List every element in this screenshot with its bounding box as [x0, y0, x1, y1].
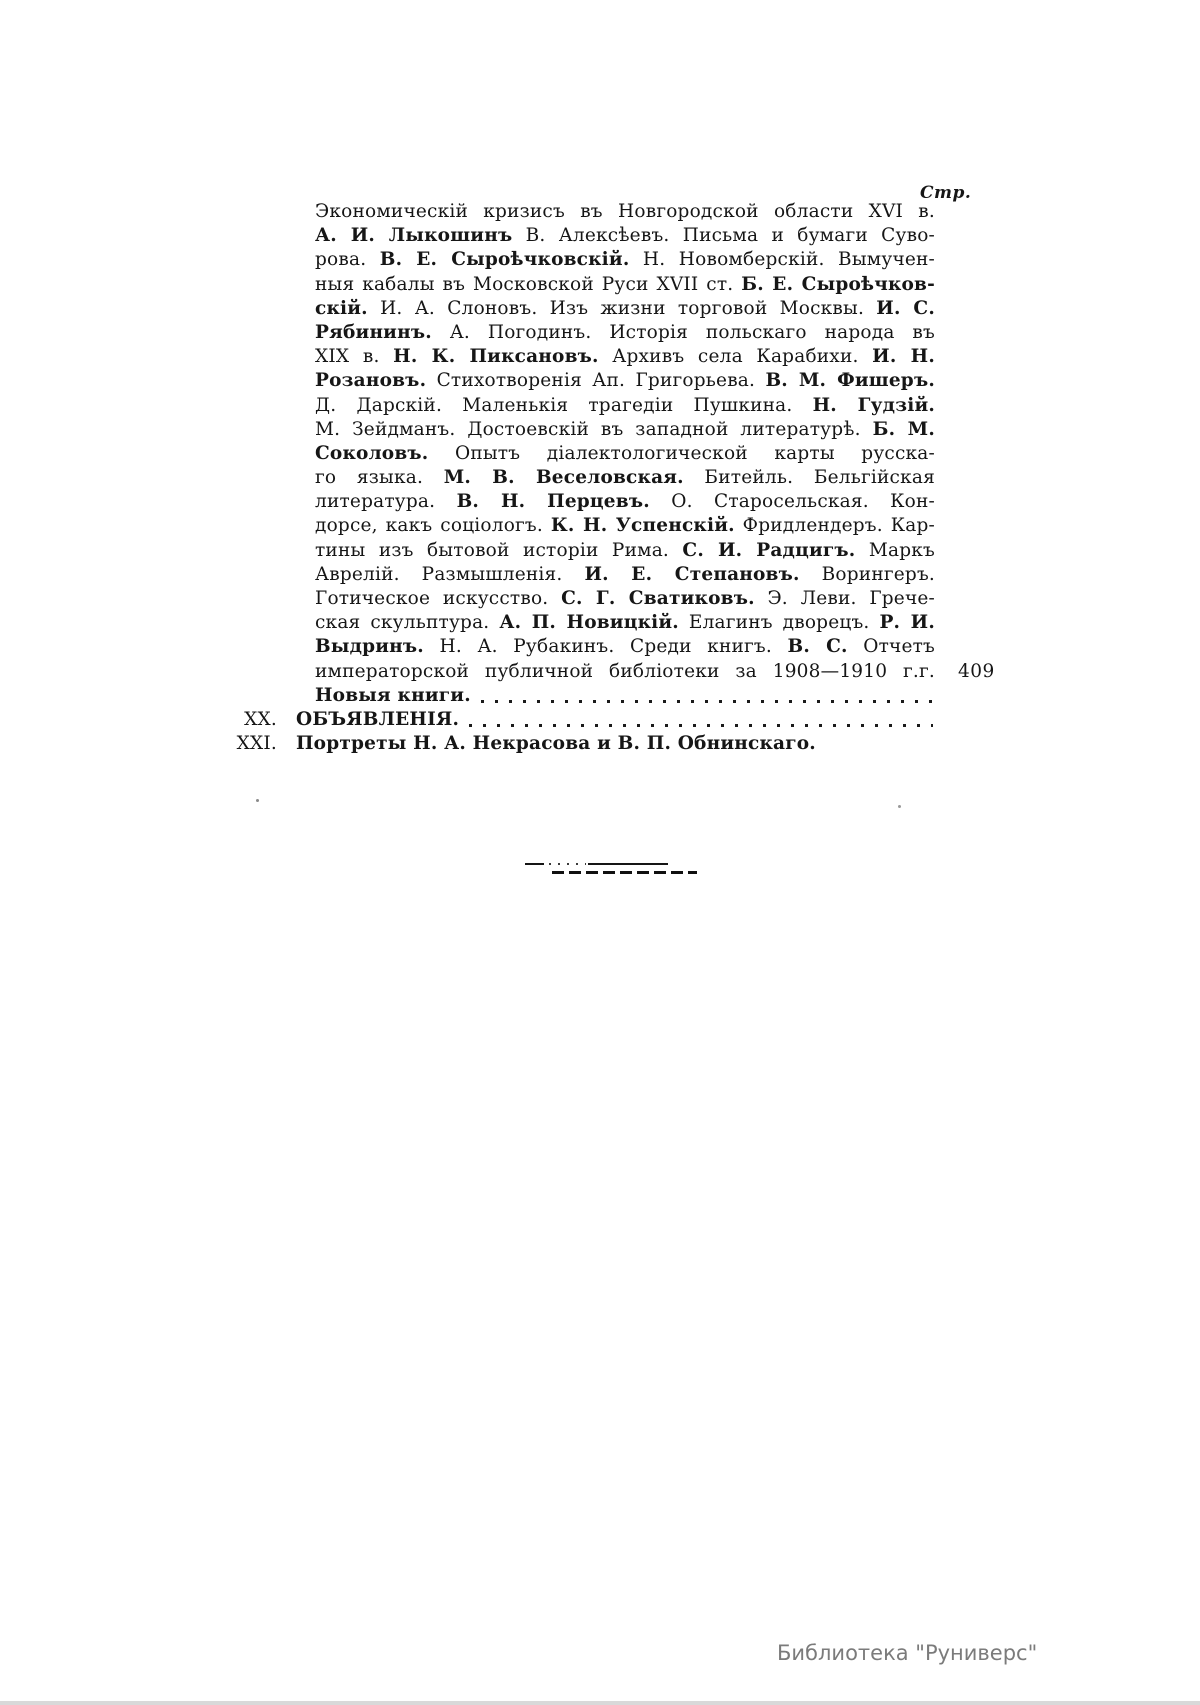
- toc-line: [315, 587, 935, 611]
- separator-dashed-rule: [552, 871, 697, 874]
- library-watermark: Библиотека "Руниверс": [777, 1641, 1038, 1665]
- toc-paragraph: [315, 200, 935, 708]
- toc-line: [315, 273, 935, 297]
- toc-text-segment: дорсе, какъ соціологъ.: [315, 515, 551, 537]
- toc-text-segment: В. Е. Сыроѣчковскій.: [379, 249, 630, 271]
- toc-line: [315, 539, 935, 563]
- toc-text-segment: Новыя книги.: [315, 684, 471, 706]
- toc-line: [315, 369, 935, 393]
- toc-text-segment: го языка.: [315, 467, 444, 489]
- toc-text-segment: Готическое искусство.: [315, 588, 562, 609]
- toc-text-segment: Экономическій кризисъ въ Новгородской области XVI в.: [315, 201, 935, 222]
- toc-entry: [230, 708, 935, 732]
- scan-speck: [256, 799, 259, 802]
- separator-segment: [588, 863, 668, 865]
- toc-line: [315, 466, 935, 490]
- toc-text-segment: Стихотворенія Ап. Григорьева.: [426, 370, 766, 392]
- toc-text-segment: В. С.: [787, 636, 848, 658]
- toc-text-segment: Б. Е. Сыроѣчков-: [741, 273, 935, 295]
- toc-text-segment: К. Н. Успенскій.: [550, 515, 735, 537]
- toc-text-segment: Отчетъ: [847, 636, 935, 658]
- toc-text-segment: Розановъ.: [315, 370, 427, 392]
- toc-line: [315, 248, 935, 272]
- toc-text-segment: О. Старосельская. Кон-: [649, 491, 935, 513]
- toc-text-segment: Н. Гудзій.: [812, 394, 936, 416]
- toc-text-segment: И. А. Слоновъ. Изъ жизни торговой Москвы.: [367, 297, 877, 319]
- toc-text-segment: Елагинъ дворецъ.: [678, 612, 880, 634]
- dot-leader: [469, 724, 933, 727]
- toc-line: [315, 684, 935, 708]
- toc-line: [315, 200, 935, 224]
- toc-text-segment: XIX в.: [315, 346, 394, 368]
- scan-speck: [898, 805, 901, 808]
- toc-text-segment: Р. И.: [879, 612, 935, 634]
- toc-text-segment: Аврелій. Размышленія.: [315, 563, 585, 585]
- toc-entry-numeral: XXI.: [236, 733, 277, 755]
- toc-text-segment: И. Е. Степановъ.: [584, 563, 800, 585]
- dot-leader: [481, 700, 933, 703]
- toc-line: [315, 224, 935, 248]
- toc-text-segment: Б. М.: [872, 418, 935, 440]
- toc-page-number: 409: [958, 661, 995, 682]
- toc-text-segment: А. И. Лыкошинъ: [315, 225, 513, 247]
- toc-line: [315, 418, 935, 442]
- toc-text-segment: литература.: [315, 491, 457, 513]
- toc-text-segment: Д. Дарскій. Маленькія трагедіи Пушкина.: [315, 394, 813, 416]
- toc-text-segment: Маркъ: [855, 539, 935, 561]
- toc-text-segment: Рябининъ.: [315, 321, 432, 343]
- toc-text-segment: В. М. Фишеръ.: [765, 370, 935, 392]
- toc-text-segment: С. И. Радцигъ.: [682, 539, 856, 561]
- toc-text-segment: Выдринъ.: [315, 636, 424, 658]
- toc-line: [315, 514, 935, 538]
- toc-text-segment: Битейль. Бельгійская: [683, 467, 935, 489]
- toc-line: [315, 345, 935, 369]
- toc-text-segment: Соколовъ.: [315, 442, 429, 464]
- page-column-header: Стр.: [920, 183, 972, 203]
- toc-text-segment: рова.: [315, 249, 380, 271]
- toc-entry-numeral: XX.: [244, 708, 277, 730]
- toc-text-segment: Фридлендеръ. Кар-: [734, 515, 935, 537]
- toc-text-segment: М. Зейдманъ. Достоевскій въ западной литературѣ.: [315, 418, 873, 440]
- toc-line: [315, 394, 935, 418]
- toc-line: [315, 635, 935, 659]
- toc-text-segment: Опытъ діалектологической карты русска-: [428, 442, 935, 464]
- toc-line: [315, 442, 935, 466]
- toc-line: [315, 611, 935, 635]
- toc-text-segment: ОБЪЯВЛЕНІЯ.: [296, 708, 460, 730]
- toc-text-segment: Портреты Н. А. Некрасова и В. П. Обнинскаго.: [296, 733, 816, 755]
- toc-entries: [230, 708, 935, 756]
- separator-segment: [525, 863, 544, 865]
- toc-entry: [230, 732, 935, 756]
- toc-line: [315, 660, 935, 684]
- toc-line: [315, 321, 935, 345]
- scan-edge-shadow: [0, 1701, 1200, 1705]
- toc-text-segment: Архивъ села Карабихи.: [598, 346, 873, 368]
- toc-text-segment: Н. А. Рубакинъ. Среди книгъ.: [423, 636, 788, 658]
- toc-text-segment: Ворингеръ.: [799, 563, 935, 585]
- toc-text-segment: Э. Леви. Грече-: [754, 588, 935, 609]
- toc-text-segment: А. Погодинъ. Исторія польскаго народа въ: [431, 321, 935, 343]
- toc-line: [315, 297, 935, 321]
- toc-text-segment: М. В. Веселовская.: [443, 467, 684, 489]
- toc-text-segment: В. Н. Перцевъ.: [456, 491, 650, 513]
- toc-text-segment: Н. К. Пиксановъ.: [393, 346, 599, 368]
- toc-line: [315, 563, 935, 587]
- toc-text-segment: ныя кабалы въ Московской Руси XVII ст.: [315, 273, 742, 295]
- toc-text-segment: И. С.: [876, 297, 935, 319]
- toc-text-segment: В. Алексѣевъ. Письма и бумаги Суво-: [512, 225, 935, 247]
- toc-text-segment: А. П. Новицкій.: [499, 612, 679, 634]
- toc-text-segment: тины изъ бытовой исторіи Рима.: [315, 539, 683, 561]
- toc-text-segment: ская скульптура.: [315, 612, 500, 634]
- toc-text-segment: И. Н.: [872, 346, 935, 368]
- toc-text-segment: императорской публичной библіотеки за 1908—1910 г.г.: [315, 660, 935, 682]
- toc-line: [315, 490, 935, 514]
- separator-dots: [549, 863, 586, 865]
- toc-text-segment: Н. Новомберскій. Вымучен-: [629, 249, 936, 271]
- toc-text-segment: скій.: [315, 297, 368, 319]
- toc-text-segment: С. Г. Сватиковъ.: [561, 588, 755, 609]
